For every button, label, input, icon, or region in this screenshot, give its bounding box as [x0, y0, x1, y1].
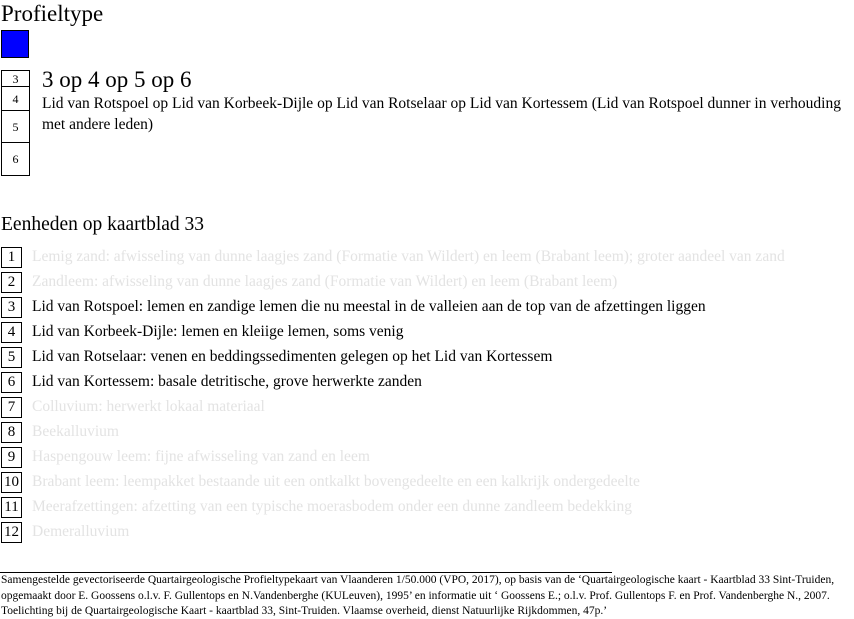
- profile-sequence: 3 op 4 op 5 op 6: [42, 67, 192, 92]
- unit-item-11: [0, 496, 854, 521]
- unit-label: Zandleem: afwisseling van dunne laagjes zand (Formatie van Wildert) en leem (Brabant leem): [32, 273, 618, 290]
- unit-item-9: [0, 446, 854, 471]
- unit-number-badge: 10: [1, 472, 22, 493]
- unit-item-12: [0, 521, 854, 546]
- profile-layer-stack: [1, 70, 30, 176]
- unit-number-badge: 4: [1, 322, 22, 343]
- unit-label: Lid van Rotspoel: lemen en zandige lemen die nu meestal in de valleien aan de top van de afzettingen liggen: [32, 298, 706, 315]
- unit-number-badge: 8: [1, 422, 22, 443]
- unit-label: Lid van Korbeek-Dijle: lemen en kleiige lemen, soms venig: [32, 323, 404, 340]
- unit-number-badge: 5: [1, 347, 22, 368]
- unit-label: Colluvium: herwerkt lokaal materiaal: [32, 398, 265, 415]
- unit-item-6: [0, 371, 854, 396]
- unit-item-10: [0, 471, 854, 496]
- units-list: [0, 246, 854, 546]
- unit-label: Demeralluvium: [32, 523, 130, 540]
- unit-label: Haspengouw leem: fijne afwisseling van zand en leem: [32, 448, 370, 465]
- unit-label: Meerafzettingen: afzetting van een typische moerasbodem onder een dunne zandleem bedekking: [32, 498, 632, 515]
- unit-item-1: [0, 246, 854, 271]
- unit-label: Beekalluvium: [32, 423, 119, 440]
- unit-item-5: [0, 346, 854, 371]
- unit-item-4: [0, 321, 854, 346]
- profile-layer-4: 4: [2, 86, 29, 110]
- unit-number-badge: 11: [1, 497, 22, 518]
- profile-color-swatch: [1, 30, 29, 58]
- unit-item-3: [0, 296, 854, 321]
- unit-number-badge: 6: [1, 372, 22, 393]
- profile-layer-3: 3: [12, 71, 19, 86]
- unit-label: Brabant leem: leempakket bestaande uit een ontkalkt bovengedeelte en een kalkrijk ondergedeelte: [32, 473, 640, 490]
- unit-label: Lid van Kortessem: basale detritische, grove herwerkte zanden: [32, 373, 422, 390]
- profile-layer-5: 5: [2, 110, 29, 142]
- profile-layer-6: 6: [2, 142, 29, 175]
- unit-number-badge: 12: [1, 522, 22, 543]
- unit-label: Lemig zand: afwisseling van dunne laagjes zand (Formatie van Wildert) en leem (Brabant leem); groter aandeel van zand: [32, 248, 785, 265]
- profile-title: Profieltype: [1, 1, 104, 26]
- unit-number-badge: 3: [1, 297, 22, 318]
- unit-item-7: [0, 396, 854, 421]
- units-title: Eenheden op kaartblad 33: [1, 214, 205, 235]
- source-footnote: Samengestelde gevectoriseerde Quartairgeologische Profieltypekaart van Vlaanderen 1/50.000 (VPO, 2017), op basis van de ‘Quartairgeologische kaart - Kaartblad 33 Sint-Truiden, opgemaakt door E. Goossens o.l.v. F. Gullentops en N.Vandenberghe (KULeuven), 1995’ en informatie uit ‘ Goossens E.; o.l.v. Prof. Gullentops F. en Prof. Vandenberghe N., 2007. Toelichting bij de Quartairgeologische Kaart - kaartblad 33, Sint-Truiden. Vlaamse overheid, dienst Natuurlijke Rijkdommen, 47p.’: [1, 574, 835, 617]
- unit-number-badge: 2: [1, 272, 22, 293]
- unit-item-2: [0, 271, 854, 296]
- unit-item-8: [0, 421, 854, 446]
- profile-description: Lid van Rotspoel op Lid van Korbeek-Dijle op Lid van Rotselaar op Lid van Kortessem (Lid van Rotspoel dunner in verhouding met andere leden): [42, 95, 841, 133]
- unit-number-badge: 7: [1, 397, 22, 418]
- unit-number-badge: 1: [1, 247, 22, 268]
- unit-label: Lid van Rotselaar: venen en beddingssedimenten gelegen op het Lid van Kortessem: [32, 348, 553, 365]
- unit-number-badge: 9: [1, 447, 22, 468]
